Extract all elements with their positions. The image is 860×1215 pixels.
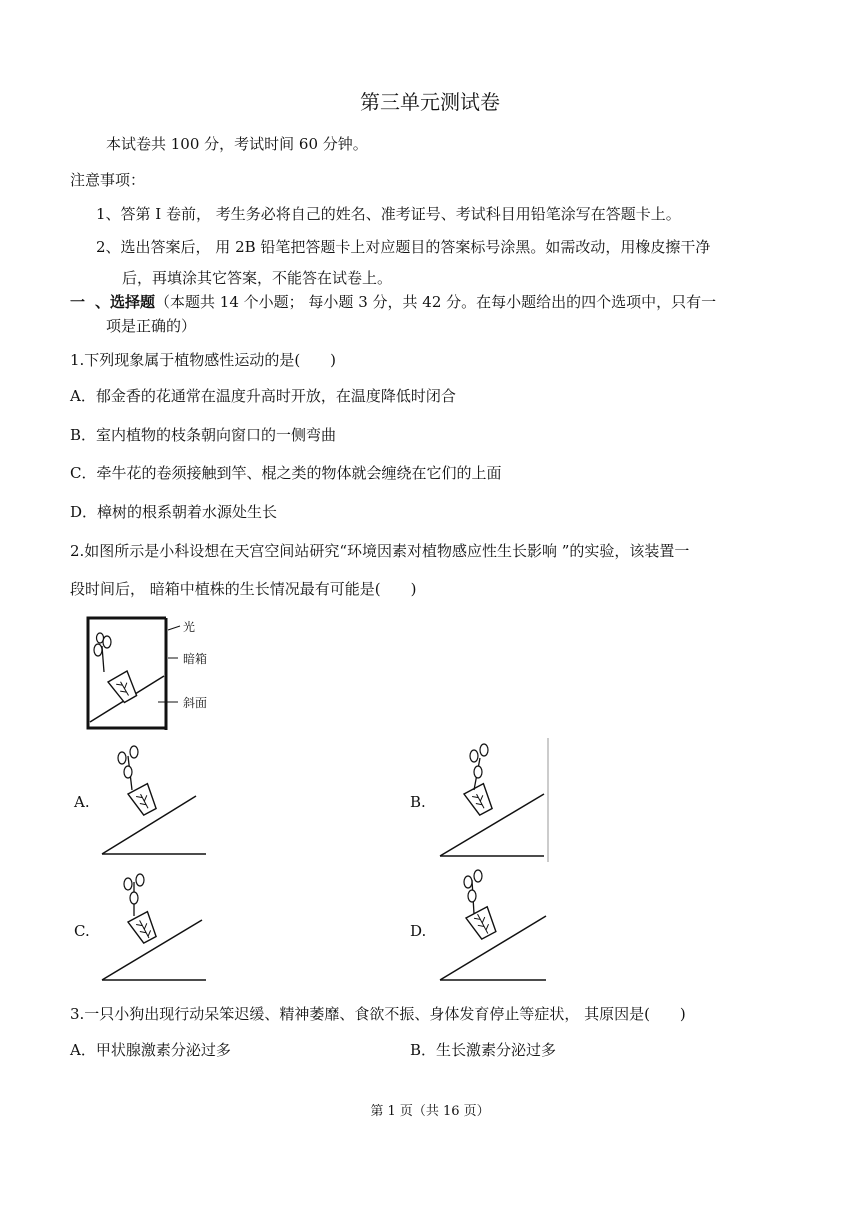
option-b-label: B. [410,793,426,811]
option-d-figure [436,866,560,988]
section-name: 、选择题 [95,293,156,311]
option-a-label: A. [74,793,90,811]
option-c-figure [98,870,210,988]
question-2-stem: 2.如图所示是小科设想在天宫空间站研究“环境因素对植物感应性生长影响 ”的实验，该装置一 [70,542,690,560]
option-d-label: D. [410,922,427,940]
notes-heading: 注意事项： [70,171,146,189]
section-number: 一 [70,293,86,311]
section-heading [70,292,716,312]
question-1-stem: 1.下列现象属于植物感性运动的是( ) [70,351,337,369]
section-description: （本题共 14 个小题； 每小题 3 分，共 42 分。在每小题给出的四个选项中，只有一 [155,293,717,311]
page-footer: 第 1 页（共 16 页） [370,1104,490,1119]
dark-box-figure [80,612,230,737]
question-3-option-b: B．生长激素分泌过多 [410,1041,557,1059]
question-2-stem-continuation: 段时间后， 暗箱中植株的生长情况最有可能是( ) [70,580,417,598]
option-a-figure [98,742,210,862]
question-3-stem: 3.一只小狗出现行动呆笨迟缓、精神萎靡、食欲不振、身体发育停止等症状， 其原因是( ) [70,1005,686,1023]
page-title: 第三单元测试卷 [360,90,500,114]
figure-label-dark-box: 暗箱 [183,652,208,666]
option-c-label: C. [74,922,90,940]
option-b-figure [436,738,560,864]
section-description-continuation: 项是正确的） [106,317,197,335]
question-1-option-a: A．郁金香的花通常在温度升高时开放，在温度降低时闭合 [70,387,456,405]
note-item: 1、答第 I 卷前， 考生务必将自己的姓名、准考证号、考试科目用铅笔涂写在答题卡上。 [96,205,681,223]
question-1-option-d: D．樟树的根系朝着水源处生长 [70,503,278,521]
note-item: 2、选出答案后， 用 2B 铅笔把答题卡上对应题目的答案标号涂黑。如需改动，用橡皮擦干净 [96,238,711,256]
question-1-option-c: C．牵牛花的卷须接触到竿、棍之类的物体就会缠绕在它们的上面 [70,464,502,482]
note-item-continuation: 后，再填涂其它答案，不能答在试卷上。 [122,269,393,287]
question-1-option-b: B．室内植物的枝条朝向窗口的一侧弯曲 [70,426,337,444]
figure-label-light: 光 [183,620,196,634]
question-3-option-a: A．甲状腺激素分泌过多 [70,1041,231,1059]
figure-label-slope: 斜面 [183,696,208,710]
exam-intro: 本试卷共 100 分，考试时间 60 分钟。 [106,135,368,153]
